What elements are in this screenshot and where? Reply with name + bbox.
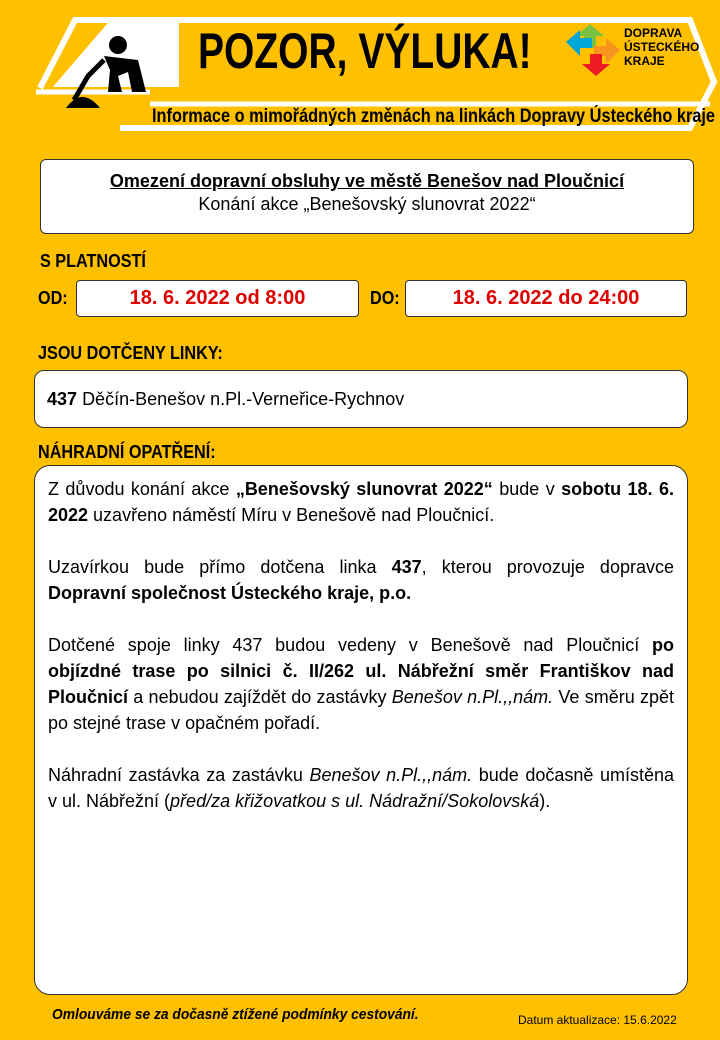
from-label: OD: [38, 288, 68, 308]
logo-line-3: KRAJE [624, 54, 665, 68]
measures-paragraph-2: Uzavírkou bude přímo dotčena linka 437, kterou provozuje dopravce Dopravní společnost Ústeckého kraje, p.o. [48, 557, 674, 603]
measures-paragraph-4: Náhradní zastávka za zastávku Benešov n.Pl.,,nám. bude dočasně umístěna v ul. Nábřežní (před/za křižovatkou s ul. Nádražní/Sokolovská). [48, 765, 674, 811]
footer-apology: Omlouváme se za dočasně ztížené podmínky cestování. [52, 1006, 419, 1023]
dus-logo-icon [566, 24, 620, 76]
line-route: Děčín-Benešov n.Pl.-Verneřice-Rychnov [82, 389, 405, 409]
notice-box [40, 159, 694, 234]
logo-line-1: DOPRAVA [624, 26, 683, 40]
validity-heading: S PLATNOSTÍ [40, 251, 146, 271]
page-title: POZOR, VÝLUKA! [198, 23, 532, 79]
line-number: 437 [47, 389, 78, 409]
measures-content [48, 476, 674, 840]
to-label: DO: [370, 288, 400, 308]
measures-paragraph-1: Z důvodu konání akce „Benešovský slunovrat 2022“ bude v sobotu 18. 6. 2022 uzavřeno náměstí Míru v Benešově nad Ploučnicí. [48, 479, 674, 525]
to-date-box: 18. 6. 2022 do 24:00 [405, 280, 687, 317]
logo-line-2: ÚSTECKÉHO [624, 40, 700, 54]
lines-box [34, 370, 688, 428]
footer-updated-date: Datum aktualizace: 15.6.2022 [518, 1013, 677, 1027]
measures-box [34, 465, 688, 995]
logo-text [624, 26, 699, 68]
notice-subtitle: Konání akce „Benešovský slunovrat 2022“ [198, 194, 536, 214]
measures-heading: NÁHRADNÍ OPATŘENÍ: [38, 442, 216, 462]
lines-heading: JSOU DOTČENY LINKY: [38, 343, 223, 363]
line-item [47, 389, 404, 410]
from-date-box: 18. 6. 2022 od 8:00 [76, 280, 359, 317]
header-banner [0, 0, 720, 140]
notice-title: Omezení dopravní obsluhy ve městě Benešov nad Ploučnicí [109, 171, 625, 191]
page-subtitle: Informace o mimořádných změnách na linkách Dopravy Ústeckého kraje [152, 106, 716, 127]
measures-paragraph-3: Dotčené spoje linky 437 budou vedeny v Benešově nad Ploučnicí po objízdné trase po silnici č. II/262 ul. Nábřežní směr Františkov nad Ploučnicí a nebudou zajíždět do zastávky Benešov n.Pl.,,nám. Ve směru zpět po stejné trase v opačném pořadí. [48, 635, 674, 733]
